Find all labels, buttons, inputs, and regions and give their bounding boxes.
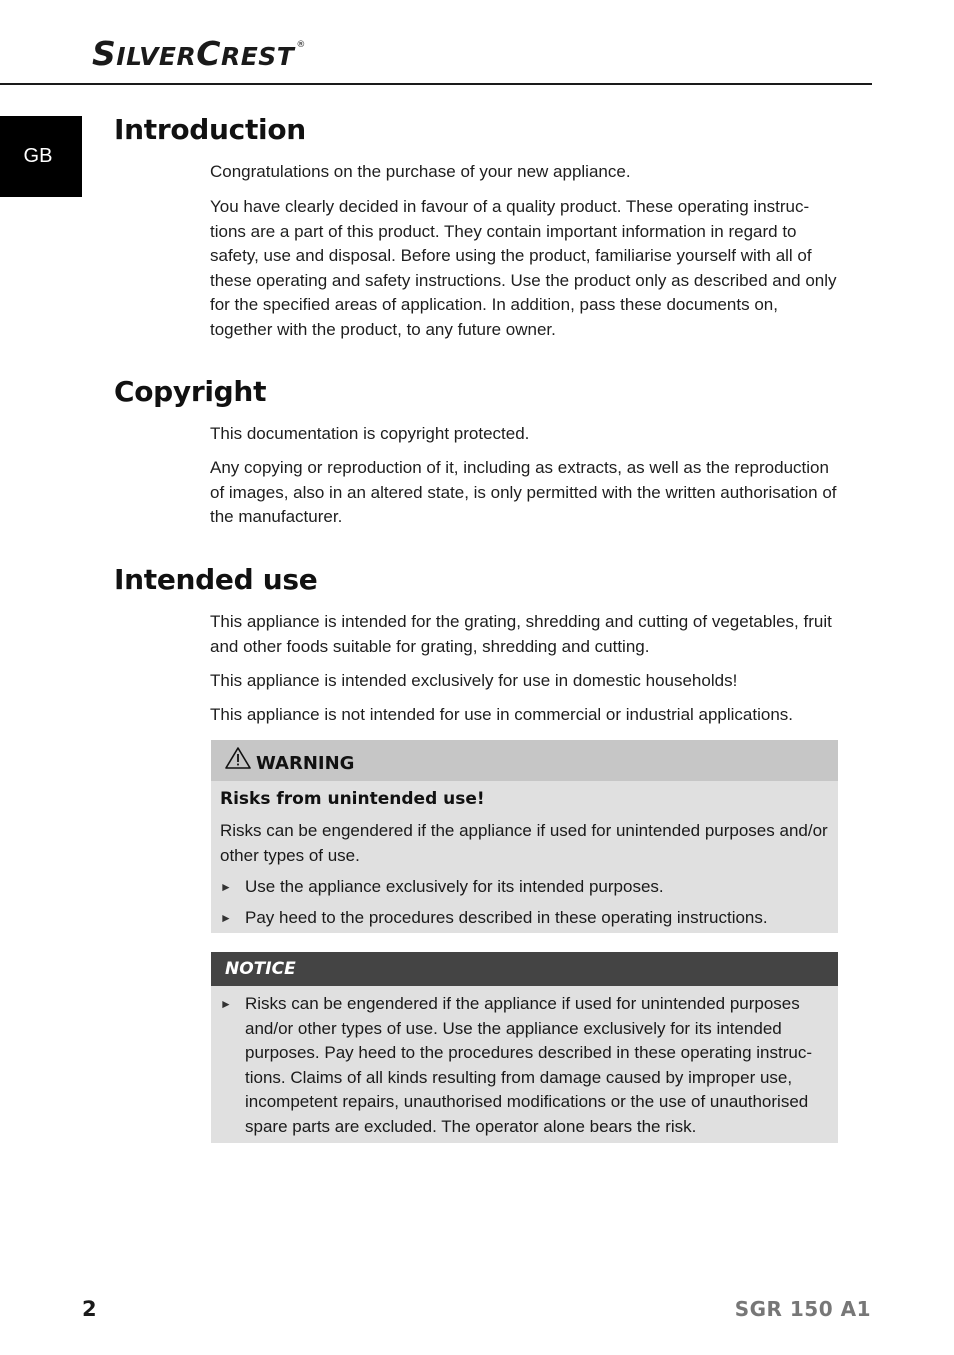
notice-box (211, 952, 838, 1143)
warning-title: WARNING (256, 753, 355, 774)
bullet-arrow-icon: ► (220, 880, 232, 894)
brand-logo-rest: REST (220, 42, 295, 71)
copyright-paragraph-2: Any copying or reproduction of it, including as extracts, as well as the reproduction of images, also in an altered state, is only permitted with the written authorisation of the manufacturer. (210, 458, 837, 526)
copyright-heading: Copyright (114, 375, 267, 408)
brand-logo-c: C (196, 34, 221, 73)
copyright-paragraph-1: This documentation is copyright protected. (210, 424, 530, 443)
brand-logo-ilver: ILVER (116, 42, 197, 71)
intended-use-paragraph-1: This appliance is intended for the grating, shredding and cutting of vegetables, fruit and other foods suitable for grating, shredding and cutting. (210, 612, 832, 656)
bullet-arrow-icon: ► (220, 911, 232, 925)
language-tab (0, 116, 82, 197)
introduction-heading: Introduction (114, 113, 306, 146)
notice-header (211, 952, 838, 986)
model-number: SGR 150 A1 (734, 1297, 871, 1321)
warning-triangle-icon (225, 747, 251, 769)
brand-logo (92, 34, 306, 73)
warning-bullet (220, 875, 830, 900)
warning-header (211, 740, 838, 781)
warning-bullet-text: Pay heed to the procedures described in these operating instructions. (245, 908, 768, 927)
introduction-paragraph-2: You have clearly decided in favour of a quality product. These operating instruc-tions are a part of this product. They contain important information in regard to safety, use and disposal. Before using the product, familiarise yourself with all of these operating and safety instructions. Use the product only as described and only for the specified areas of application. In addition, pass these documents on, together with the product, to any future owner. (210, 197, 837, 339)
intended-use-paragraph-2: This appliance is intended exclusively for use in domestic households! (210, 671, 738, 690)
warning-text: Risks can be engendered if the appliance if used for unintended purposes and/or other types of use. (220, 821, 828, 865)
warning-bullet (220, 906, 830, 931)
notice-bullet-text: Risks can be engendered if the appliance if used for unintended purposes and/or other types of use. Use the appliance exclusively for its intended purposes. Pay heed to the procedures described in these operating instruc-tions. Claims of all kinds resulting from damage caused by improper use, incompetent repairs, unauthorised modifications or the use of unauthorised spare parts are excluded. The operator alone bears the risk. (245, 994, 813, 1136)
intended-use-paragraph-3: This appliance is not intended for use in commercial or industrial applications. (210, 705, 794, 724)
introduction-paragraph-1: Congratulations on the purchase of your new appliance. (210, 162, 631, 181)
language-tab-label: GB (23, 145, 53, 167)
registered-mark: ® (296, 40, 306, 50)
warning-subtitle: Risks from unintended use! (220, 789, 485, 809)
notice-bullet (220, 992, 830, 1139)
notice-title: NOTICE (225, 959, 296, 979)
warning-box (211, 740, 838, 933)
bullet-arrow-icon: ► (220, 997, 232, 1011)
intended-use-heading: Intended use (114, 563, 318, 596)
header-divider (0, 83, 872, 85)
brand-logo-s: S (92, 34, 117, 73)
page-number: 2 (82, 1297, 97, 1321)
warning-bullet-text: Use the appliance exclusively for its intended purposes. (245, 877, 664, 896)
